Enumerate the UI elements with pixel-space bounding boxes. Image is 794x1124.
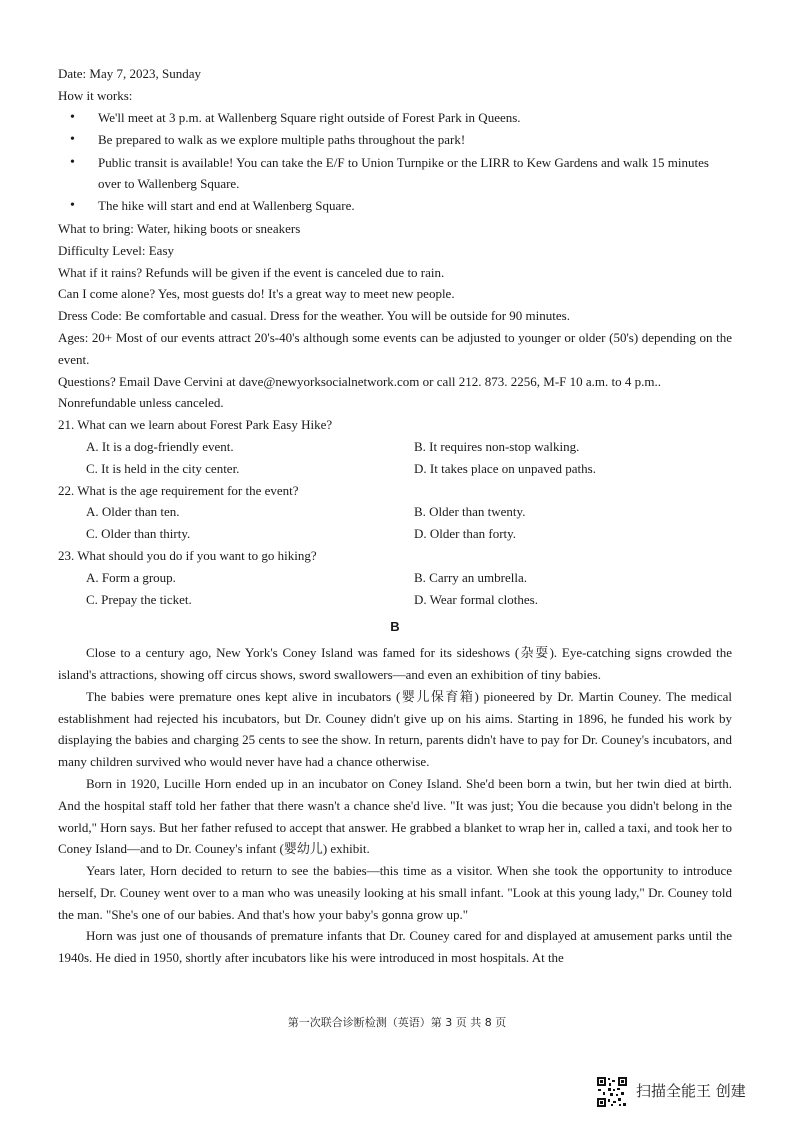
- list-item: • Public transit is available! You can take the E/F to Union Turnpike or the LIRR to Kew Gardens and walk 15 minutes over to Wallenberg Square.: [58, 152, 732, 194]
- option-d: D. Wear formal clothes.: [414, 591, 538, 607]
- option-c: C. Prepay the ticket.: [86, 591, 192, 607]
- list-item: • We'll meet at 3 p.m. at Wallenberg Square right outside of Forest Park in Queens.: [58, 107, 732, 129]
- option-d: D. Older than forty.: [414, 526, 517, 542]
- watermark-text: 扫描全能王 创建: [636, 1082, 746, 1101]
- option-b: B. Carry an umbrella.: [414, 569, 527, 585]
- qr-code-icon: [596, 1076, 628, 1108]
- bullet-icon: •: [70, 198, 75, 214]
- option-c: C. Older than thirty.: [86, 526, 191, 542]
- question-options: [58, 567, 732, 611]
- how-it-works-list: [58, 107, 732, 217]
- option-a: A. Form a group.: [86, 569, 176, 585]
- passage-paragraph: Close to a century ago, New York's Coney Island was famed for its sideshows (杂耍). Eye-catching signs crowded the island's attractions, showing off circus shows, sword swallowers—and even an exhibition of tiny babies.: [58, 645, 732, 682]
- option-b: B. Older than twenty.: [414, 504, 526, 520]
- question-stem: 23. What should you do if you want to go hiking?: [58, 547, 317, 563]
- option-c: C. It is held in the city center.: [86, 460, 240, 476]
- option-a: A. It is a dog-friendly event.: [86, 438, 234, 454]
- question-21: [58, 414, 732, 479]
- question-options: [58, 501, 732, 545]
- passage-paragraph: Horn was just one of thousands of premature infants that Dr. Couney cared for and displayed at amusement parks until the 1940s. He died in 1950, shortly after incubators like his were introduced in most hospitals. At the: [58, 928, 732, 966]
- detail-difficulty: Difficulty Level: Easy: [58, 242, 175, 258]
- detail-questions: Questions? Email Dave Cervini at dave@newyorksocialnetwork.com or call 212. 873. 2256, M-F 10 a.m. to 4 p.m..: [58, 373, 661, 389]
- question-stem: 22. What is the age requirement for the event?: [58, 482, 299, 498]
- detail-refund: Nonrefundable unless canceled.: [58, 395, 224, 411]
- option-b: B. It requires non-stop walking.: [414, 438, 580, 454]
- passage-paragraph: The babies were premature ones kept alive in incubators (婴儿保育箱) pioneered by Dr. Martin Couney. The medical establishment had rejected his incubators, but Dr. Couney didn't give up on his aims. Starting in 1896, he funded his work by displaying the babies and charging 25 cents to see the show. In return, parents didn't have to pay for Dr. Couney's incubators, and many children survived who would never have had a chance otherwise.: [58, 688, 732, 770]
- bullet-icon: •: [70, 109, 75, 125]
- detail-bring: What to bring: Water, hiking boots or sneakers: [58, 220, 301, 236]
- question-23: [58, 545, 732, 610]
- bullet-icon: •: [70, 132, 75, 148]
- main-content: [58, 63, 732, 969]
- page-footer: 第一次联合诊断检测（英语）第 3 页 共 8 页: [287, 1016, 507, 1029]
- how-it-works-heading: How it works:: [58, 87, 133, 103]
- list-item: • Be prepared to walk as we explore multiple paths throughout the park!: [58, 129, 732, 151]
- list-item: • The hike will start and end at Wallenberg Square.: [58, 195, 732, 217]
- question-options: [58, 436, 732, 480]
- question-stem: 21. What can we learn about Forest Park Easy Hike?: [58, 417, 333, 433]
- detail-rain: What if it rains? Refunds will be given if the event is canceled due to rain.: [58, 264, 445, 280]
- question-22: [58, 480, 732, 545]
- passage-paragraph: Years later, Horn decided to return to see the babies—this time as a visitor. When she took the opportunity to introduce herself, Dr. Couney went over to a man who was uneasily looking at his small infant. "Look at this young lady," Dr. Couney told the man. "She's one of our babies. And that's how your baby's gonna grow up.": [58, 863, 732, 922]
- option-a: A. Older than ten.: [86, 504, 180, 520]
- option-d: D. It takes place on unpaved paths.: [414, 460, 596, 476]
- passage-paragraph: Born in 1920, Lucille Horn ended up in an incubator on Coney Island. She'd been born a twin, but her twin died at birth. And the hospital staff told her father that there wasn't a chance she'd live. "It was just; You die because you didn't belong in the world," Horn says. But her father refused to accept that answer. He grabbed a blanket to wrap her in, called a taxi, and took her to Coney Island—and to Dr. Couney's infant (婴幼儿) exhibit.: [58, 775, 732, 857]
- detail-ages: Ages: 20+ Most of our events attract 20's-40's although some events can be adjusted to younger or older (50's) depending on the event.: [58, 329, 732, 367]
- detail-alone: Can I come alone? Yes, most guests do! It's a great way to meet new people.: [58, 286, 455, 302]
- section-b-heading: B: [390, 619, 400, 635]
- scanner-watermark: [596, 1074, 746, 1110]
- bullet-icon: •: [70, 155, 75, 171]
- detail-dress-code: Dress Code: Be comfortable and casual. Dress for the weather. You will be outside for 90 minutes.: [58, 308, 570, 324]
- event-date: Date: May 7, 2023, Sunday: [58, 66, 201, 81]
